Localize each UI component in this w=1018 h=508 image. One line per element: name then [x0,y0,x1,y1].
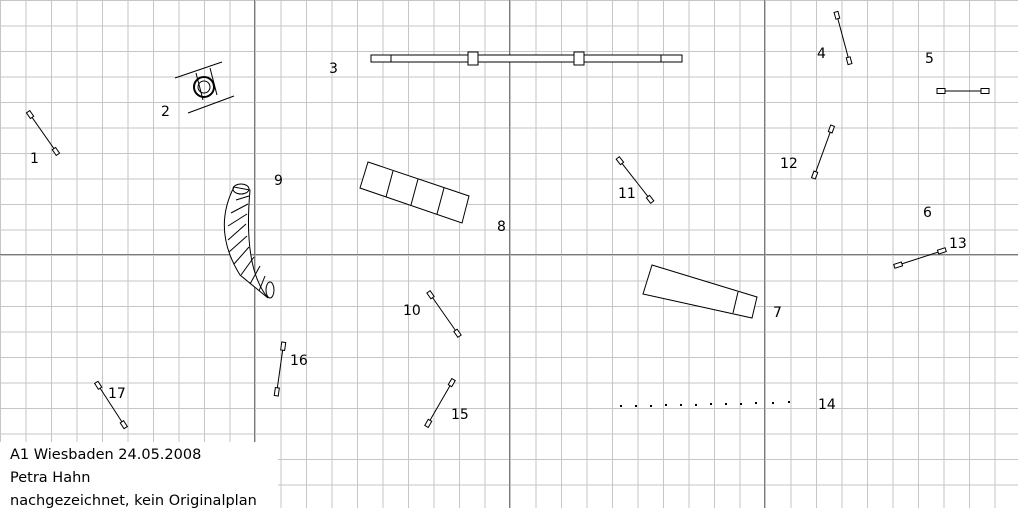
obstacle-9-tunnel [224,184,274,298]
obstacle-number-1: 1 [30,151,39,167]
obstacle-number-2: 2 [161,104,170,120]
obstacle-number-4: 4 [817,46,826,62]
obstacle-number-15: 15 [451,407,469,423]
obstacle-number-11: 11 [618,186,636,202]
obstacle-number-3: 3 [329,61,338,77]
obstacle-number-10: 10 [403,303,421,319]
obstacle-number-16: 16 [290,353,308,369]
obstacle-12-jump [812,125,835,179]
obstacle-4-jump [834,11,852,64]
obstacle-number-13: 13 [949,236,967,252]
obstacle-3-dogwalk [371,52,682,65]
obstacle-number-14: 14 [818,397,836,413]
course-caption [0,442,278,508]
obstacle-number-8: 8 [497,219,506,235]
obstacle-number-12: 12 [780,156,798,172]
obstacle-7-aframe [643,265,757,318]
obstacle-10-jump [427,291,461,338]
obstacle-16-jump [274,342,285,396]
obstacle-number-6: 6 [923,205,932,221]
obstacle-13-jump [894,248,947,268]
obstacle-5-jump [937,89,989,94]
obstacle-2-tire [175,62,234,113]
obstacle-8-frame [360,162,469,223]
obstacle-number-5: 5 [925,51,934,67]
caption-title: A1 Wiesbaden 24.05.2008 [10,447,202,463]
obstacle-number-7: 7 [773,305,782,321]
caption-author: Petra Hahn [10,470,91,486]
obstacle-1-jump [26,111,59,156]
obstacle-number-17: 17 [108,386,126,402]
caption-note: nachgezeichnet, kein Originalplan [10,493,257,508]
obstacle-number-9: 9 [274,173,283,189]
